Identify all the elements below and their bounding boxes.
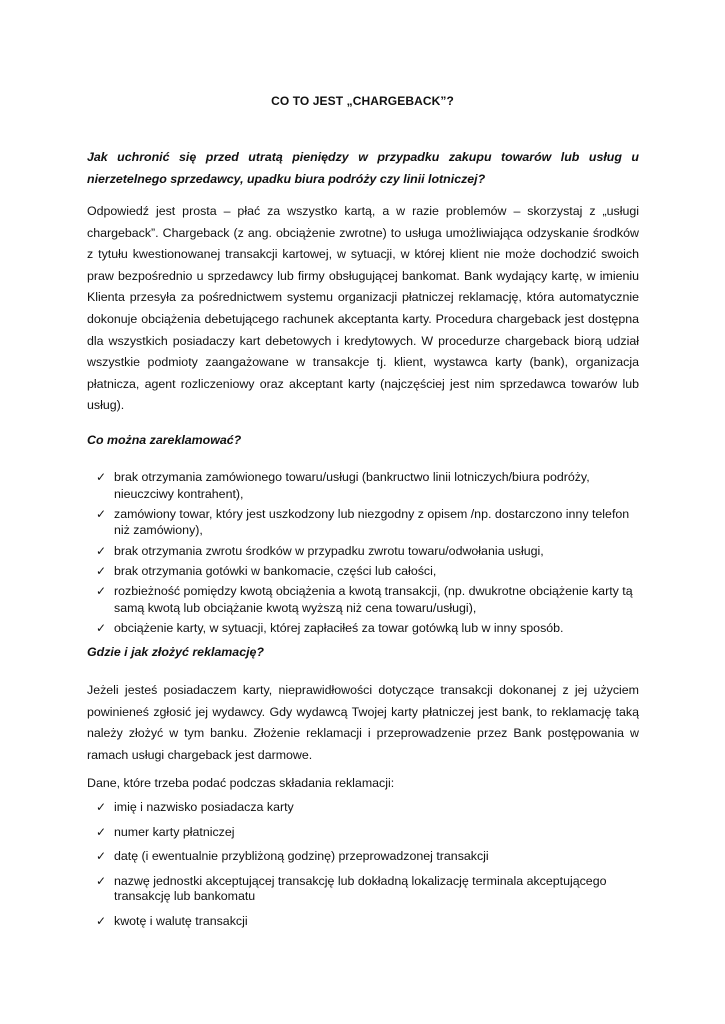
list-item-text: obciążenie karty, w sytuacji, której zapłaciłeś za towar gotówką lub w inny sposób. (114, 620, 564, 635)
list-item-text: kwotę i walutę transakcji (114, 913, 248, 928)
complaint-paragraph: Jeżeli jesteś posiadaczem karty, nieprawidłowości dotyczące transakcji dokonanej z jej użyciem powinieneś zgłosić jej wydawcy. Gdy wydawcą Twojej karty płatniczej jest bank, to reklamację taką należy złożyć w tym banku. Złożenie reklamacji i przeprowadzenie przez Bank postępowania w ramach usługi chargeback jest darmowe. (87, 683, 639, 762)
section-heading-what-to-claim: Co można zareklamować? (87, 433, 242, 447)
checkmark-icon: ✓ (96, 620, 107, 635)
checkmark-icon: ✓ (96, 543, 107, 558)
list-item (96, 800, 644, 815)
list-item-text: brak otrzymania gotówki w bankomacie, części lub całości, (114, 563, 437, 578)
list-item-text: brak otrzymania zwrotu środków w przypadku zwrotu towaru/odwołania usługi, (114, 543, 544, 558)
checkmark-icon: ✓ (96, 913, 107, 928)
checkmark-icon: ✓ (96, 583, 107, 598)
list-item (96, 469, 644, 502)
list-item (96, 825, 644, 840)
checkmark-icon: ✓ (96, 563, 107, 578)
claimable-items-list (96, 469, 644, 640)
required-data-intro: Dane, które trzeba podać podczas składania reklamacji: (87, 776, 395, 790)
checkmark-icon: ✓ (96, 800, 107, 814)
list-item-text: numer karty płatniczej (114, 824, 235, 839)
checkmark-icon: ✓ (96, 506, 107, 521)
list-item-text: datę (i ewentualnie przybliżoną godzinę) przeprowadzonej transakcji (114, 849, 489, 864)
required-data-list (96, 800, 644, 938)
list-item-text: brak otrzymania zamówionego towaru/usługi (bankructwo linii lotniczych/biura podróży, nieuczciwy kontrahent), (114, 470, 590, 501)
list-item (96, 583, 644, 616)
list-item (96, 506, 644, 539)
checkmark-icon: ✓ (96, 824, 107, 839)
list-item-text: zamówiony towar, który jest uszkodzony lub niezgodny z opisem /np. dostarczono inny telefon niż zamówiony), (114, 506, 630, 538)
list-item (96, 543, 644, 560)
list-item (96, 874, 644, 904)
intro-question: Jak uchronić się przed utratą pieniędzy w przypadku zakupu towarów lub usług u nierzetelnego sprzedawcy, upadku biura podróży czy linii lotniczej? (87, 150, 639, 186)
document-title: CO TO JEST „CHARGEBACK”? (271, 94, 454, 108)
answer-paragraph: Odpowiedź jest prosta – płać za wszystko kartą, a w razie problemów – skorzystaj z „usługi chargeback”. Chargeback (z ang. obciążenie zwrotne) to usługa umożliwiająca odzyskanie środków z tytułu kwestionowanej transakcji kartowej, w sytuacji, w której klient nie może dochodzić swoich praw bezpośrednio u sprzedawcy lub firmy obsługującej bankomat. Bank wydający kartę, w imieniu Klienta przesyła za pośrednictwem systemu organizacji płatniczej reklamację, która automatycznie dokonuje obciążenia debetującego rachunek akceptanta karty. Procedura chargeback jest dostępna dla wszystkich posiadaczy kart debetowych i kredytowych. W procedurze chargeback biorą udział wszystkie podmioty zaangażowane w transakcje tj. klient, wystawca karty (bank), organizacja płatnicza, agent rozliczeniowy oraz akceptant karty (najczęściej jest nim sprzedawca towarów lub usług). (87, 204, 639, 413)
list-item (96, 620, 644, 637)
list-item (96, 563, 644, 580)
list-item (96, 914, 644, 929)
list-item-text: imię i nazwisko posiadacza karty (114, 800, 294, 814)
checkmark-icon: ✓ (96, 873, 107, 888)
section-heading-where-to-claim: Gdzie i jak złożyć reklamację? (87, 645, 264, 659)
list-item (96, 849, 644, 864)
list-item-text: rozbieżność pomiędzy kwotą obciążenia a kwotą transakcji, (np. dwukrotne obciążenie karty tą samą kwotą lub obciążanie kwotą wyższą niż cena towaru/usługi), (114, 583, 633, 615)
checkmark-icon: ✓ (96, 849, 107, 864)
checkmark-icon: ✓ (96, 470, 107, 484)
list-item-text: nazwę jednostki akceptującej transakcję lub dokładną lokalizację terminala akceptującego transakcję lub bankomatu (114, 873, 607, 903)
